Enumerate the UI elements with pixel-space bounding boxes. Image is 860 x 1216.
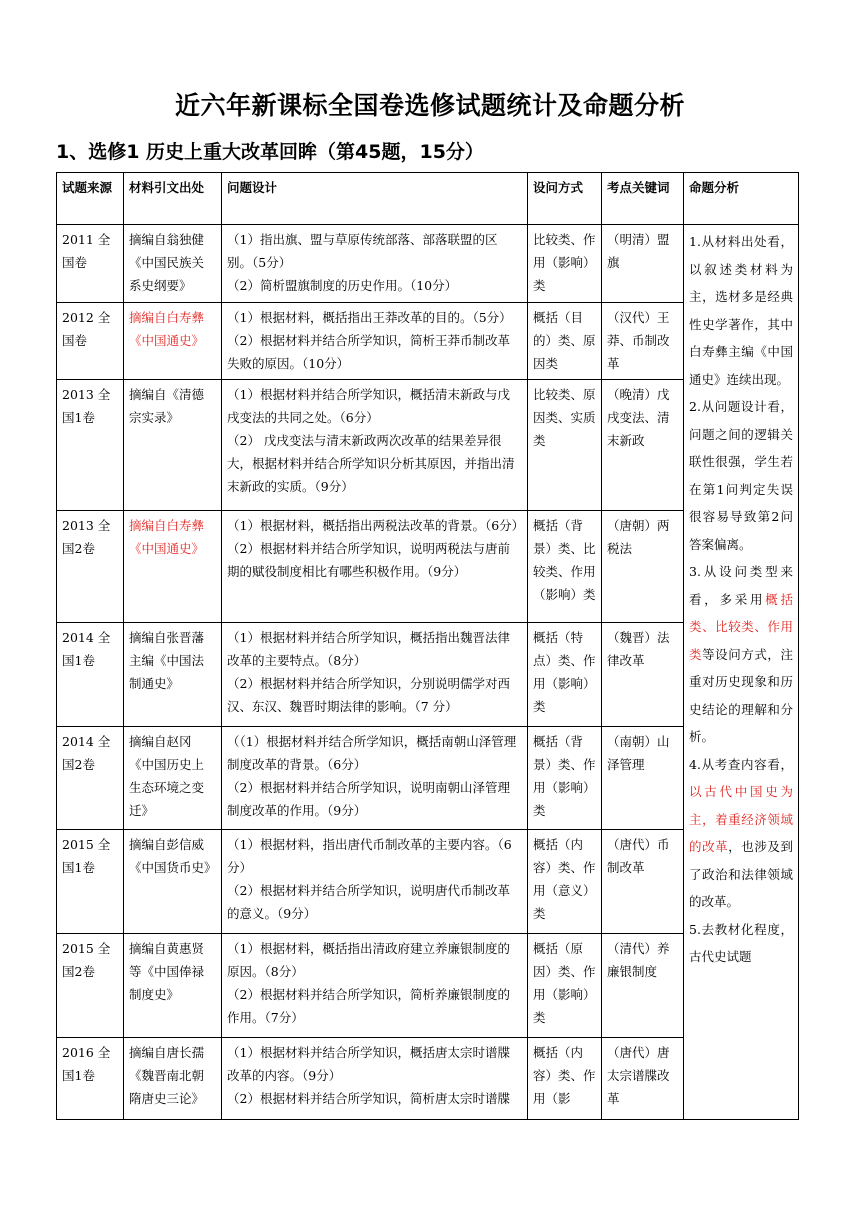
cell-keyword: （汉代）王莽、币制改革 [602, 303, 684, 380]
cell-source: 2014 全国2卷 [57, 727, 124, 830]
cell-keyword: （魏晋）法律改革 [602, 623, 684, 727]
cell-citation: 摘编自白寿彝《中国通史》 [124, 303, 222, 380]
cell-question-design [222, 623, 528, 727]
cell-keyword: （唐代）唐太宗谱牒改革 [602, 1038, 684, 1120]
question-item: （1）根据材料，指出唐代币制改革的主要内容。（6分） [227, 837, 512, 875]
cell-citation: 摘编自彭信威《中国货币史》 [124, 830, 222, 934]
header-question-method: 设问方式 [528, 173, 602, 225]
cell-source: 2013 全国1卷 [57, 380, 124, 511]
cell-question-method: 概括（原因）类、作用（影响）类 [528, 934, 602, 1038]
table-row [57, 225, 799, 303]
cell-citation: 摘编自张晋藩主编《中国法制通史》 [124, 623, 222, 727]
cell-keyword: （唐代）币制改革 [602, 830, 684, 934]
header-question-design: 问题设计 [222, 173, 528, 225]
cell-source: 2016 全国1卷 [57, 1038, 124, 1120]
cell-keyword: （晚清）戊戌变法、清末新政 [602, 380, 684, 511]
header-analysis: 命题分析 [684, 173, 799, 225]
analysis-text: 2.从问题设计看，问题之间的逻辑关联性很强，学生若在第1问判定失误很容易导致第2问答案偏离。 [689, 399, 793, 552]
analysis-point [689, 393, 793, 558]
cell-question-method: 概括（背景）类、作用（影响）类 [528, 727, 602, 830]
cell-source: 2011 全国卷 [57, 225, 124, 303]
analysis-text: 4.从考查内容看， [689, 756, 793, 772]
question-item: （2）根据材料并结合所学知识，说明南朝山泽管理制度改革的作用。（9分） [227, 780, 510, 818]
cell-question-method: 概括（内容）类、作用（意义）类 [528, 830, 602, 934]
cell-source: 2014 全国1卷 [57, 623, 124, 727]
header-keyword: 考点关键词 [602, 173, 684, 225]
cell-question-design [222, 830, 528, 934]
exam-statistics-table [56, 172, 799, 1120]
cell-source: 2013 全国2卷 [57, 511, 124, 623]
cell-citation: 摘编自黄惠贤等《中国俸禄制度史》 [124, 934, 222, 1038]
cell-question-method: 概括（特点）类、作用（影响）类 [528, 623, 602, 727]
cell-citation: 摘编自白寿彝《中国通史》 [124, 511, 222, 623]
analysis-highlight: 以古代中国史为主，着重经济领域的改革 [689, 784, 793, 854]
question-item: （1）根据材料，概括指出两税法改革的背景。（6分） [227, 518, 525, 533]
question-item: （2）根据材料并结合所学知识，说明唐代币制改革的意义。（9分） [227, 883, 510, 921]
cell-analysis [684, 225, 799, 1120]
analysis-text: 等设问方式，注重对历史现象和历史结论的理解和分析。 [689, 646, 793, 744]
analysis-text: 5.去教材化程度，古代史试题 [689, 921, 793, 964]
header-source: 试题来源 [57, 173, 124, 225]
analysis-point [689, 916, 793, 971]
cell-question-method: 概括（背景）类、比较类、作用（影响）类 [528, 511, 602, 623]
cell-citation: 摘编自赵冈《中国历史上生态环境之变迁》 [124, 727, 222, 830]
question-item: （1）根据材料，概括指出清政府建立养廉银制度的原因。（8分） [227, 941, 510, 979]
cell-question-method: 概括（内容）类、作用（影 [528, 1038, 602, 1120]
question-item: （2）根据材料并结合所学知识，简析养廉银制度的作用。（7分） [227, 987, 510, 1025]
question-item: （1）根据材料并结合所学知识，概括清末新政与戊戌变法的共同之处。（6分） [227, 387, 510, 425]
cell-question-design [222, 511, 528, 623]
question-item: （2）根据材料并结合所学知识，说明两税法与唐前期的赋役制度相比有哪些积极作用。（9分） [227, 541, 510, 579]
analysis-text: ，也涉及到了政治和法律领域的改革。 [689, 839, 793, 909]
cell-citation: 摘编自《清德宗实录》 [124, 380, 222, 511]
question-item: （2）简析盟旗制度的历史作用。（10分） [227, 278, 458, 293]
cell-question-design [222, 934, 528, 1038]
cell-keyword: （清代）养廉银制度 [602, 934, 684, 1038]
analysis-point [689, 558, 793, 751]
header-citation: 材料引文出处 [124, 173, 222, 225]
question-item: （2）根据材料并结合所学知识，简析唐太宗时谱牒 [227, 1091, 510, 1106]
question-item: （2）根据材料并结合所学知识，分别说明儒学对西汉、东汉、魏晋时期法律的影响。（7 分） [227, 676, 510, 714]
analysis-point [689, 228, 793, 393]
cell-question-design [222, 380, 528, 511]
question-item: （1）指出旗、盟与草原传统部落、部落联盟的区别。（5分） [227, 232, 498, 270]
cell-source: 2015 全国1卷 [57, 830, 124, 934]
cell-keyword: （南朝）山泽管理 [602, 727, 684, 830]
cell-question-method: 比较类、原因类、实质类 [528, 380, 602, 511]
cell-question-design [222, 303, 528, 380]
cell-source: 2012 全国卷 [57, 303, 124, 380]
cell-keyword: （明清）盟旗 [602, 225, 684, 303]
analysis-text: 3.从设问类型来看，多采用 [689, 564, 793, 607]
cell-question-design [222, 225, 528, 303]
analysis-highlight: 概括类、比较类、作用类 [689, 591, 793, 662]
cell-citation: 摘编自翁独健《中国民族关系史纲要》 [124, 225, 222, 303]
cell-question-method: 比较类、作用（影响）类 [528, 225, 602, 303]
question-item: （2） 戊戌变法与清末新政两次改革的结果差异很大，根据材料并结合所学知识分析其原因，并指出清末新政的实质。（9分） [227, 433, 515, 494]
cell-question-method: 概括（目的）类、原因类 [528, 303, 602, 380]
question-item: （2）根据材料并结合所学知识，简析王莽币制改革失败的原因。（10分） [227, 333, 510, 371]
document-title: 近六年新课标全国卷选修试题统计及命题分析 [174, 91, 685, 120]
cell-question-design [222, 727, 528, 830]
cell-question-design [222, 1038, 528, 1120]
question-item: （1）根据材料，概括指出王莽改革的目的。（5分） [227, 310, 512, 325]
question-item: （1）根据材料并结合所学知识，概括指出魏晋法律改革的主要特点。（8分） [227, 630, 510, 668]
section-heading: 1、选修1 历史上重大改革回眸（第45题，15分） [56, 141, 484, 163]
question-item: （（1）根据材料并结合所学知识，概括南朝山泽管理制度改革的背景。（6分） [227, 734, 517, 772]
table-header-row [57, 173, 799, 225]
cell-source: 2015 全国2卷 [57, 934, 124, 1038]
analysis-point [689, 751, 793, 916]
analysis-text: 1.从材料出处看，以叙述类材料为主，选材多是经典性史学著作，其中白寿彝主编《中国通史》连续出现。 [689, 234, 793, 387]
question-item: （1）根据材料并结合所学知识，概括唐太宗时谱牒改革的内容。（9分） [227, 1045, 510, 1083]
cell-citation: 摘编自唐长孺《魏晋南北朝隋唐史三论》 [124, 1038, 222, 1120]
cell-keyword: （唐朝）两税法 [602, 511, 684, 623]
